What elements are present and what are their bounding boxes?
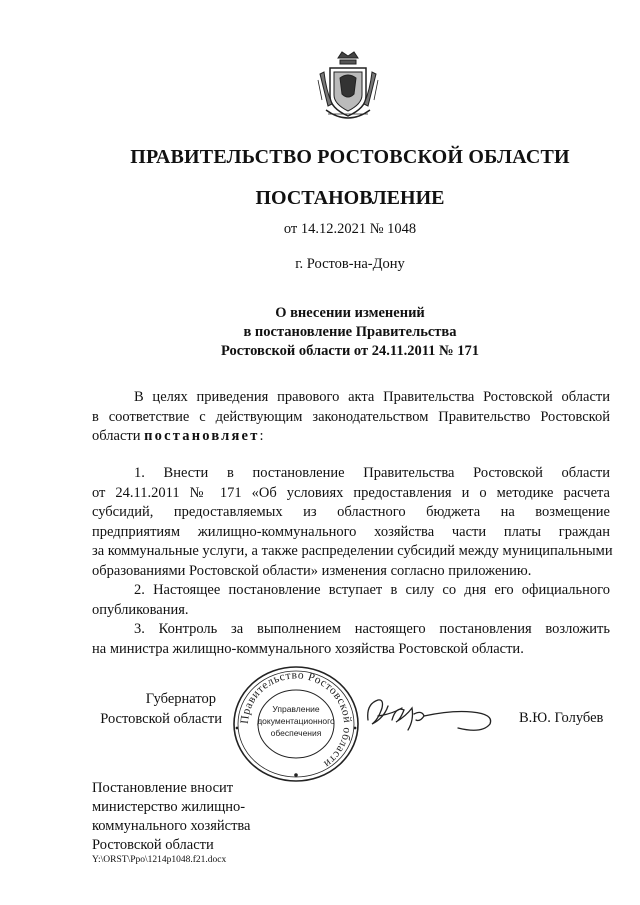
document-date-number: от 14.12.2021 № 1048 (283, 221, 417, 237)
introduced-by-line: Постановление вносит (92, 780, 234, 796)
official-stamp (228, 664, 364, 784)
resolution-items (92, 464, 613, 659)
signatory-post-line: Ростовской области (100, 710, 222, 727)
intro-line (92, 427, 610, 447)
stamp-inner-line: обеспечения (270, 728, 322, 738)
introduced-by-line: коммунального хозяйства (92, 818, 251, 834)
item-line: субсидий, предоставляемых из областного бюджета на возмещение (92, 504, 610, 520)
intro-prefix: области (92, 428, 145, 444)
intro-line: В целях приведения правового акта Правительства Ростовской области (134, 389, 610, 405)
item-line: на министра жилищно-коммунального хозяйства Ростовской области. (92, 640, 524, 657)
item-line: 1. Внести в постановление Правительства Ростовской области (134, 465, 610, 481)
item-line: 3. Контроль за выполнением настоящего постановления возложить (134, 621, 610, 637)
file-path: Y:\ORST\Ppo\1214p1048.f21.docx (92, 855, 227, 865)
coat-of-arms-icon (316, 50, 380, 126)
signatory-name: В.Ю. Голубев (519, 710, 604, 726)
signatory-position (92, 690, 222, 729)
document-city: г. Ростов-на-Дону (295, 256, 405, 272)
intro-paragraph (92, 388, 610, 447)
introduced-by (92, 779, 251, 855)
subject-line: О внесении изменений (275, 305, 425, 321)
subject-line: в постановление Правительства (243, 324, 457, 340)
subject-line: Ростовской области от 24.11.2011 № 171 (221, 343, 479, 359)
signatory-post-line: Губернатор (145, 691, 216, 707)
stamp-inner-line: документационного (257, 716, 335, 726)
stamp-ring-text: Правительство Ростовской области (238, 669, 354, 770)
intro-suffix: : (259, 428, 264, 444)
handwritten-signature (362, 690, 502, 740)
introduced-by-line: Ростовской области (92, 837, 214, 853)
government-title: ПРАВИТЕЛЬСТВО РОСТОВСКОЙ ОБЛАСТИ (130, 146, 570, 168)
item-line: опубликования. (92, 601, 189, 618)
item-line: за коммунальные услуги, а также распределении субсидий между муниципальными (92, 543, 613, 559)
item-line: образованиями Ростовской области» изменения согласно приложению. (92, 562, 532, 579)
document-subject (0, 304, 640, 361)
document-type: ПОСТАНОВЛЕНИЕ (255, 187, 445, 209)
item-line: 2. Настоящее постановление вступает в силу со дня его официального (134, 582, 610, 598)
intro-line: в соответствие с действующим законодательством Правительство Ростовской (92, 408, 610, 425)
introduced-by-line: министерство жилищно- (92, 799, 246, 815)
stamp-inner-line: Управление (272, 704, 320, 714)
item-line: от 24.11.2011 № 171 «Об условиях предоставления и о методике расчета (92, 484, 610, 501)
resolution-word: постановляет (144, 428, 260, 444)
item-line: предприятиям жилищно-коммунального хозяйства части платы граждан (92, 523, 610, 540)
